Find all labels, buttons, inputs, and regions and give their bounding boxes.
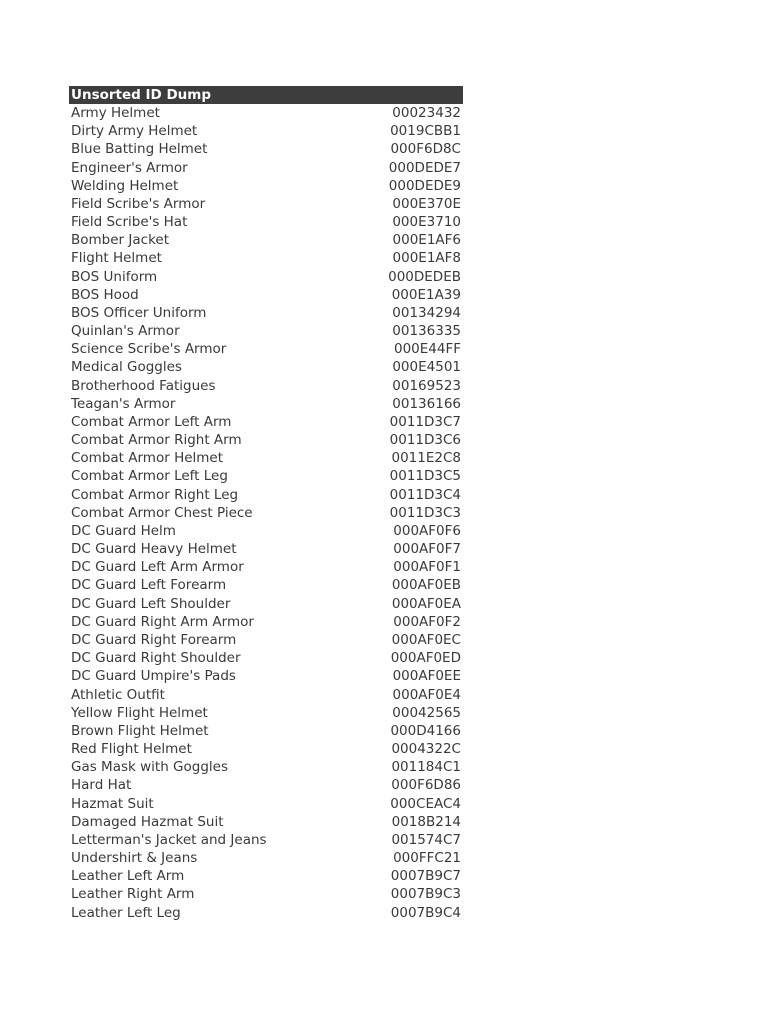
item-id: 0019CBB1 bbox=[390, 123, 461, 140]
table-row bbox=[69, 249, 463, 267]
item-id: 0007B9C4 bbox=[390, 904, 461, 921]
table-row bbox=[69, 395, 463, 413]
item-id: 000AF0EA bbox=[391, 595, 461, 612]
item-id: 001574C7 bbox=[391, 831, 461, 848]
item-id: 001184C1 bbox=[391, 759, 461, 776]
table-row bbox=[69, 122, 463, 140]
item-name: Brotherhood Fatigues bbox=[71, 377, 216, 394]
table-row bbox=[69, 885, 463, 903]
table-row bbox=[69, 177, 463, 195]
item-id: 000DEDE7 bbox=[388, 159, 461, 176]
table-row bbox=[69, 540, 463, 558]
item-name: Medical Goggles bbox=[71, 359, 182, 376]
item-name: DC Guard Left Arm Armor bbox=[71, 559, 244, 576]
table-row bbox=[69, 377, 463, 395]
item-id: 000F6D86 bbox=[391, 777, 461, 794]
table-row bbox=[69, 740, 463, 758]
item-id: 000E370E bbox=[392, 195, 461, 212]
item-name: Army Helmet bbox=[71, 105, 160, 121]
item-id: 000D4166 bbox=[390, 722, 461, 739]
item-id: 000E1AF8 bbox=[392, 250, 461, 267]
table-row bbox=[69, 286, 463, 304]
item-name: Yellow Flight Helmet bbox=[71, 704, 208, 721]
table-row bbox=[69, 576, 463, 594]
item-name: Teagan's Armor bbox=[71, 395, 176, 412]
table-row bbox=[69, 322, 463, 340]
item-name: Dirty Army Helmet bbox=[71, 123, 198, 140]
item-name: Combat Armor Helmet bbox=[71, 450, 224, 467]
item-id: 00042565 bbox=[392, 704, 461, 721]
table-row bbox=[69, 304, 463, 322]
item-id: 0011D3C5 bbox=[389, 468, 461, 485]
item-id: 000DEDE9 bbox=[388, 177, 461, 194]
item-id: 0011D3C7 bbox=[389, 413, 461, 430]
item-name: DC Guard Left Shoulder bbox=[71, 595, 231, 612]
item-name: DC Guard Right Arm Armor bbox=[71, 613, 254, 630]
item-name: DC Guard Umpire's Pads bbox=[71, 668, 236, 685]
item-name: Science Scribe's Armor bbox=[71, 341, 227, 358]
item-id: 000AF0EC bbox=[391, 631, 461, 648]
table-row bbox=[69, 504, 463, 522]
table-row bbox=[69, 104, 463, 122]
item-id: 0007B9C7 bbox=[390, 868, 461, 885]
table-row bbox=[69, 195, 463, 213]
table-row bbox=[69, 140, 463, 158]
table-row bbox=[69, 413, 463, 431]
table-row bbox=[69, 159, 463, 177]
item-id: 00136335 bbox=[392, 323, 461, 340]
item-id: 000E3710 bbox=[392, 214, 461, 231]
table-row bbox=[69, 867, 463, 885]
item-name: Undershirt & Jeans bbox=[71, 850, 198, 867]
item-id: 000E4501 bbox=[392, 359, 461, 376]
item-name: Brown Flight Helmet bbox=[71, 722, 209, 739]
table-row bbox=[69, 613, 463, 631]
table-row bbox=[69, 631, 463, 649]
item-id: 0011D3C6 bbox=[389, 432, 461, 449]
item-id: 000AF0F7 bbox=[393, 541, 461, 558]
table-row bbox=[69, 667, 463, 685]
item-id: 0011E2C8 bbox=[391, 450, 461, 467]
item-id: 000E1AF6 bbox=[392, 232, 461, 249]
item-name: Field Scribe's Armor bbox=[71, 195, 206, 212]
item-name: Leather Right Arm bbox=[71, 886, 195, 903]
item-name: Blue Batting Helmet bbox=[71, 141, 208, 158]
item-name: Field Scribe's Hat bbox=[71, 214, 188, 231]
id-dump-table bbox=[69, 86, 463, 922]
table-row bbox=[69, 849, 463, 867]
item-name: Red Flight Helmet bbox=[71, 741, 192, 758]
item-id: 000E1A39 bbox=[391, 286, 461, 303]
item-name: DC Guard Left Forearm bbox=[71, 577, 227, 594]
table-row bbox=[69, 522, 463, 540]
item-id: 0004322C bbox=[391, 741, 461, 758]
item-name: DC Guard Right Forearm bbox=[71, 631, 237, 648]
item-id: 00169523 bbox=[392, 377, 461, 394]
item-id: 0011D3C4 bbox=[389, 486, 461, 503]
item-name: BOS Hood bbox=[71, 286, 139, 303]
item-id: 000AF0EE bbox=[392, 668, 461, 685]
item-id: 000AF0F1 bbox=[393, 559, 461, 576]
item-name: Combat Armor Chest Piece bbox=[71, 504, 253, 521]
item-id: 000FFC21 bbox=[393, 850, 461, 867]
item-name: DC Guard Right Shoulder bbox=[71, 650, 241, 667]
item-name: Leather Left Arm bbox=[71, 868, 185, 885]
item-id: 000E44FF bbox=[393, 341, 461, 358]
table-row bbox=[69, 649, 463, 667]
table-row bbox=[69, 595, 463, 613]
item-name: Combat Armor Right Arm bbox=[71, 432, 242, 449]
table-row bbox=[69, 722, 463, 740]
item-name: Gas Mask with Goggles bbox=[71, 759, 229, 776]
item-id: 000AF0ED bbox=[390, 650, 461, 667]
item-name: BOS Uniform bbox=[71, 268, 158, 285]
table-row bbox=[69, 904, 463, 922]
table-row bbox=[69, 449, 463, 467]
item-name: Leather Left Leg bbox=[71, 904, 181, 921]
item-name: Combat Armor Left Arm bbox=[71, 413, 232, 430]
item-name: Combat Armor Right Leg bbox=[71, 486, 239, 503]
item-id: 000AF0F6 bbox=[393, 522, 461, 539]
table-row bbox=[69, 486, 463, 504]
item-name: Bomber Jacket bbox=[71, 232, 170, 249]
item-id: 000CEAC4 bbox=[390, 795, 461, 812]
item-name: Athletic Outfit bbox=[71, 686, 165, 703]
item-name: Welding Helmet bbox=[71, 177, 179, 194]
table-row bbox=[69, 758, 463, 776]
item-name: Combat Armor Left Leg bbox=[71, 468, 228, 485]
item-id: 000AF0EB bbox=[391, 577, 461, 594]
table-row bbox=[69, 776, 463, 794]
table-row bbox=[69, 813, 463, 831]
table-row bbox=[69, 467, 463, 485]
item-name: DC Guard Heavy Helmet bbox=[71, 541, 237, 558]
item-name: Hard Hat bbox=[71, 777, 132, 794]
table-row bbox=[69, 831, 463, 849]
item-id: 00136166 bbox=[392, 395, 461, 412]
item-id: 0011D3C3 bbox=[389, 504, 461, 521]
table-row bbox=[69, 686, 463, 704]
item-id: 000DEDEB bbox=[388, 268, 461, 285]
table-body bbox=[69, 104, 463, 922]
table-row bbox=[69, 268, 463, 286]
item-name: DC Guard Helm bbox=[71, 522, 176, 539]
table-row bbox=[69, 795, 463, 813]
item-name: Flight Helmet bbox=[71, 250, 162, 267]
item-id: 000AF0F2 bbox=[393, 613, 461, 630]
item-id: 00134294 bbox=[392, 304, 461, 321]
item-id: 000AF0E4 bbox=[392, 686, 461, 703]
item-name: Hazmat Suit bbox=[71, 795, 154, 812]
table-row bbox=[69, 431, 463, 449]
item-name: BOS Officer Uniform bbox=[71, 304, 207, 321]
table-row bbox=[69, 358, 463, 376]
table-row bbox=[69, 231, 463, 249]
item-name: Quinlan's Armor bbox=[71, 323, 180, 340]
table-row bbox=[69, 340, 463, 358]
item-name: Damaged Hazmat Suit bbox=[71, 813, 224, 830]
item-id: 000F6D8C bbox=[390, 141, 461, 158]
item-id: 0007B9C3 bbox=[390, 886, 461, 903]
item-id: 00023432 bbox=[392, 105, 461, 121]
item-name: Engineer's Armor bbox=[71, 159, 188, 176]
table-row bbox=[69, 213, 463, 231]
table-header: Unsorted ID Dump bbox=[69, 86, 463, 104]
item-name: Letterman's Jacket and Jeans bbox=[71, 831, 267, 848]
table-row bbox=[69, 558, 463, 576]
table-row bbox=[69, 704, 463, 722]
item-id: 0018B214 bbox=[391, 813, 461, 830]
